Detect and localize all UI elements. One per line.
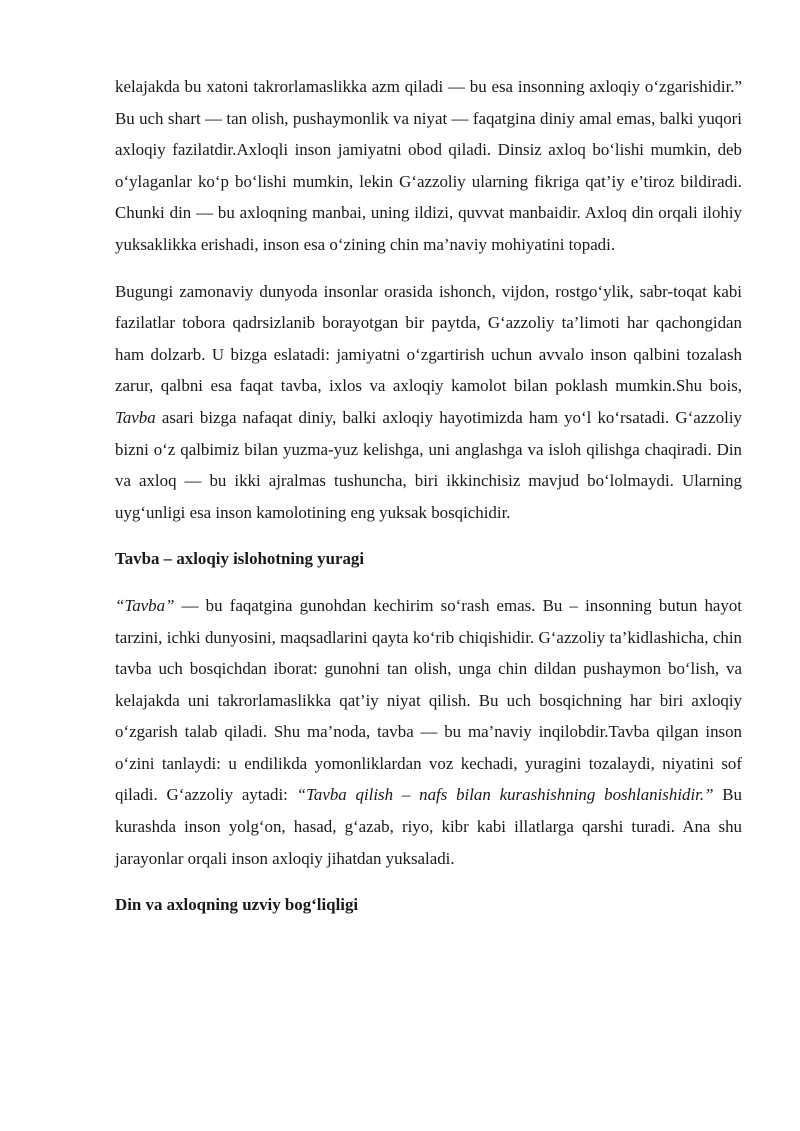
section-heading-din-axloq: Din va axloqning uzviy bog‘liqligi (115, 895, 359, 915)
paragraph-2 (115, 276, 742, 529)
paragraph-3-text-a: — bu faqatgina gunohdan kechirim so‘rash emas. Bu – insonning butun hayot tarzini, ichki dunyosini, maqsadlarini qayta ko‘rib chiqishidir. G‘azzoliy ta’kidlashicha, chin tavba uch bosqichdan iborat: gunohni tan olish, unga chin dildan pushaymon bo‘lish, va kelajakda uni takrorlamaslikka qat’iy niyat qilish. Bu uch bosqichning har biri axloqiy o‘zgarish talab qiladi. Shu ma’noda, tavba — bu ma’naviy inqilobdir.Tavba qilgan inson o‘zini tanlaydi: u endilikda yomonliklardan voz kechadi, yuragini tozalaydi, niyatini sof qiladi. G‘azzoliy aytadi: (115, 595, 742, 805)
paragraph-2-text-a: Bugungi zamonaviy dunyoda insonlar orasida ishonch, vijdon, rostgo‘ylik, sabr-toqat kabi fazilatlar tobora qadrsizlanib borayotgan bir paytda, G‘azzoliy ta’limoti har qachongidan ham dolzarb. U bizga eslatadi: jamiyatni o‘zgartirish uchun avvalo inson qalbini tozalash zarur, qalbni esa faqat tavba, ixlos va axloqiy kamolot bilan poklash mumkin.Shu bois, (115, 281, 742, 396)
paragraph-1: kelajakda bu xatoni takrorlamaslikka azm qiladi — bu esa insonning axloqiy o‘zgarishidir.” Bu uch shart — tan olish, pushaymonlik va niyat — faqatgina diniy amal emas, balki yuqori axloqiy fazilatdir.Axloqli inson jamiyatni obod qiladi. Dinsiz axloq bo‘lishi mumkin, deb o‘ylaganlar ko‘p bo‘lishi mumkin, lekin G‘azzoliy ularning fikriga qat’iy e’tiroz bildiradi. Chunki din — bu axloqning manbai, uning ildizi, quvvat manbaidir. Axloq din orqali ilohiy yuksaklikka erishadi, inson esa o‘zining chin ma’naviy mohiyatini topadi. (115, 77, 742, 254)
paragraph-3 (115, 590, 742, 874)
ghazali-quote: “Tavba qilish – nafs bilan kurashishning boshlanishidir.” (296, 785, 714, 805)
quoted-term-tavba: “Tavba” (115, 595, 175, 615)
paragraph-3-text-b: Bu kurashda inson yolg‘on, hasad, g‘azab, riyo, kibr kabi illatlarga qarshi turadi. Ana shu jarayonlar orqali inson axloqiy jihatdan yuksaladi. (115, 785, 742, 868)
book-title-tavba: Tavba (115, 407, 156, 427)
section-heading-tavba: Tavba – axloqiy islohotning yuragi (115, 549, 365, 569)
paragraph-2-text-b: asari bizga nafaqat diniy, balki axloqiy hayotimizda ham yo‘l ko‘rsatadi. G‘azzoliy bizni o‘z qalbimiz bilan yuzma-yuz kelishga, uni anglashga va isloh qilishga chaqiradi. Din va axloq — bu ikki ajralmas tushuncha, biri ikkinchisiz mavjud bo‘lolmaydi. Ularning uyg‘unligi esa inson kamolotining eng yuksak bosqichidir. (115, 407, 742, 522)
